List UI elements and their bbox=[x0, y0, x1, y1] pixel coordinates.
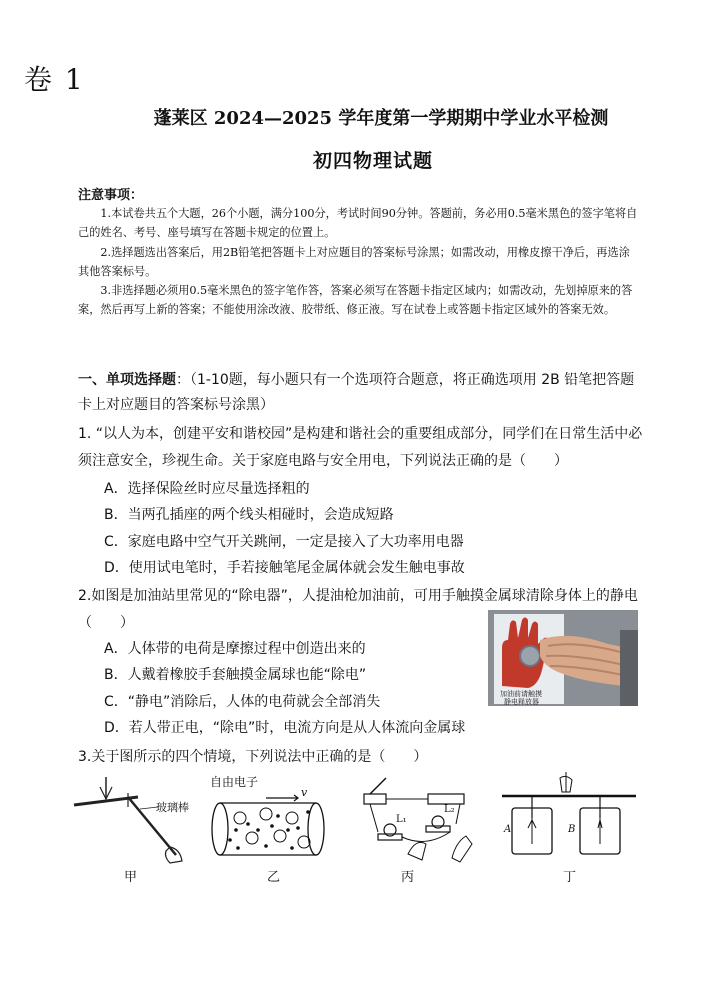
lamp-l1-label: L₁ bbox=[396, 814, 407, 825]
q2-option-c: C．“静电”消除后，人体的电荷就会全部消失 bbox=[104, 694, 381, 710]
q1-option-c: C．家庭电路中空气开关跳闸，一定是接入了大功率用电器 bbox=[104, 534, 464, 550]
exam-subtitle: 初四物理试题 bbox=[312, 150, 433, 172]
note-item: 3.非选择题必须用0.5毫米黑色的签字笔作答，答案必须写在答题卡指定区域内；如需改动，先划掉原来的答案，然后再写上新的答案；不能使用涂改液、胶带纸、修正液。写在试卷上或答题卡指定区域外的答案无效。 bbox=[78, 284, 633, 317]
question-3-stem: 3.关于图所示的四个情境，下列说法中正确的是（ ） bbox=[78, 749, 428, 765]
figure-jia bbox=[70, 775, 190, 865]
question-2-stem: 2.如图是加油站里常见的“除电器”，人提油枪加油前，可用手触摸金属球清除身体上的静电（ ） bbox=[78, 588, 638, 631]
caption-jia: 甲 bbox=[124, 870, 138, 885]
free-electron-label: 自由电子 bbox=[210, 775, 259, 789]
figure-ding bbox=[500, 772, 640, 862]
caption-yi: 乙 bbox=[267, 870, 281, 885]
note-item: 2.选择题选出答案后，用2B铅笔把答题卡上对应题目的答案标号涂黑；如需改动，用橡皮擦干净后，再选涂其他答案标号。 bbox=[78, 245, 630, 278]
static-eliminator-photo bbox=[488, 610, 638, 706]
photo-caption-line1: 加油前请触摸 bbox=[500, 690, 542, 698]
paper-volume-label: 卷 1 bbox=[24, 63, 85, 96]
caption-ding: 丁 bbox=[563, 870, 577, 885]
glass-rod-label: 玻璃棒 bbox=[156, 801, 189, 814]
note-item: 1.本试卷共五个大题，26个小题，满分100分，考试时间90分钟。答题前，务必用0.5毫米黑色的签字笔将自己的姓名、考号、座号填写在答题卡规定的位置上。 bbox=[78, 207, 638, 240]
exam-title: 蓬莱区 2024—2025 学年度第一学期期中学业水平检测 bbox=[153, 108, 609, 129]
lamp-l2-label: L₂ bbox=[444, 804, 455, 815]
notes-block bbox=[78, 204, 638, 320]
q2-option-b: B．人戴着橡胶手套触摸金属球也能“除电” bbox=[104, 667, 367, 683]
caption-bing: 丙 bbox=[401, 870, 415, 885]
notes-heading: 注意事项： bbox=[78, 188, 144, 203]
photo-caption-line2: 静电释放器 bbox=[504, 698, 539, 706]
electroscope-a-label: A bbox=[504, 824, 512, 835]
electroscope-b-label: B bbox=[568, 824, 576, 835]
q2-option-d: D．若人带正电，“除电”时，电流方向是从人体流向金属球 bbox=[104, 720, 466, 736]
section-desc: ：（1-10题，每小题只有一个选项符合题意，将正确选项用 2B 铅笔把答题卡上对应题目的答案标号涂黑） bbox=[78, 372, 635, 413]
section-heading bbox=[78, 368, 638, 418]
q1-option-d: D．使用试电笔时，手若接触笔尾金属体就会发生触电事故 bbox=[104, 560, 465, 576]
figure-yi bbox=[208, 772, 334, 862]
q1-option-a: A．选择保险丝时应尽量选择粗的 bbox=[104, 481, 310, 497]
q1-option-b: B．当两孔插座的两个线头相碰时，会造成短路 bbox=[104, 507, 394, 523]
figure-bing bbox=[356, 772, 482, 864]
question-1-stem: 1. “以人为本，创建平安和谐校园”是构建和谐社会的重要组成部分，同学们在日常生活中必须注意安全，珍视生命。关于家庭电路与安全用电，下列说法正确的是（ ） bbox=[78, 426, 643, 469]
section-title: 一、单项选择题 bbox=[78, 372, 176, 388]
q2-option-a: A．人体带的电荷是摩擦过程中创造出来的 bbox=[104, 641, 366, 657]
velocity-label: v bbox=[301, 786, 308, 799]
